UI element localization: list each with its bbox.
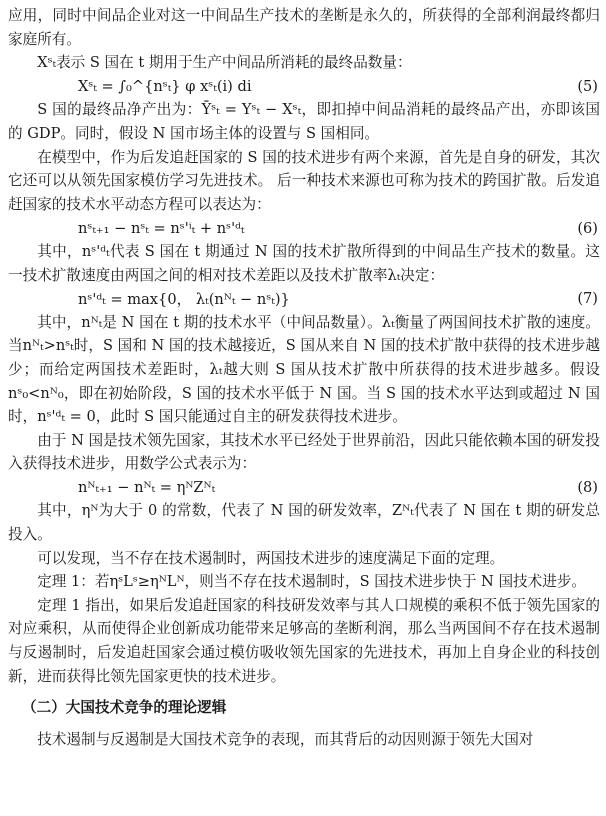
equation-5-number: (5)	[577, 78, 598, 96]
equation-6-body: nˢₜ₊₁ − nˢₜ = nˢ'ⁱₜ + nˢ'ᵈₜ	[78, 219, 245, 237]
section-heading: （二）大国技术竞争的理论逻辑	[22, 699, 227, 717]
equation-5	[8, 75, 600, 99]
paragraph-continuation: 应用，同时中间品企业对这一中间品生产技术的垄断是永久的，所获得的全部利润最终都归家庭所有。	[8, 7, 600, 48]
paper-page	[8, 4, 600, 752]
equation-5-body: Xˢₜ = ∫₀^{nˢₜ} φ xˢₜ(i) di	[78, 78, 252, 96]
equation-7-number: (7)	[577, 290, 598, 308]
paragraph-finding: 可以发现，当不存在技术遏制时，两国技术进步的速度满足下面的定理。	[37, 549, 505, 567]
equation-6-number: (6)	[577, 219, 598, 237]
equation-7	[8, 287, 600, 311]
equation-8-body: nᴺₜ₊₁ − nᴺₜ = ηᴺZᴺₜ	[78, 479, 216, 497]
paragraph-net-output: S 国的最终品净产出为：Ȳˢₜ = Yˢₜ − Xˢₜ，即扣掉中间品消耗的最终品产出，亦即该国的 GDP。同时，假设 N 国市场主体的设置与 S 国相同。	[8, 101, 600, 142]
equation-7-body: nˢ'ᵈₜ = max{0， λₜ(nᴺₜ − nˢₜ)}	[78, 291, 290, 309]
paragraph-theorem-explanation: 定理 1 指出，如果后发追赶国家的科技研发效率与其人口规模的乘积不低于领先国家的对应乘积，从而使得企业创新成功能带来足够高的垄断利润，那么当两国间不存在技术遏制与反遏制时，后发追赶国家会通过模仿吸收领先国家的先进技术，再加上自身企业的科技创新，进而获得比领先国家更快的技术进步。	[8, 596, 600, 685]
paragraph-section-start: 技术遏制与反遏制是大国技术竞争的表现，而其背后的动因则源于领先大国对	[37, 731, 534, 749]
paragraph-diffusion: 其中，nˢ'ᵈₜ代表 S 国在 t 期通过 N 国的技术扩散所得到的中间品生产技术的数量。这一技术扩散速度由两国之间的相对技术差距以及技术扩散率λₜ决定：	[8, 242, 600, 284]
paragraph-theorem-1: 定理 1：若ηˢLˢ≥ηᴺLᴺ，则当不存在技术遏制时，S 国技术进步快于 N 国技术进步。	[37, 573, 587, 591]
paragraph-rd-efficiency: 其中，ηᴺ为大于 0 的常数，代表了 N 国的研发效率，Zᴺₜ代表了 N 国在 t 期的研发总投入。	[8, 502, 600, 544]
paragraph-leader-rd: 由于 N 国是技术领先国家，其技术水平已经处于世界前沿，因此只能依赖本国的研发投入获得技术进步，用数学公式表示为：	[8, 431, 600, 473]
equation-8	[8, 476, 600, 500]
equation-6	[8, 216, 600, 240]
paragraph-tech-level: 其中，nᴺₜ是 N 国在 t 期的技术水平（中间品数量）。λₜ衡量了两国间技术扩散的速度。当nᴺₜ>nˢₜ时，S 国和 N 国的技术越接近，S 国从来自 N 国的技术扩散中获得的技术进步越少；而给定两国技术差距时，λₜ越大则 S 国从技术扩散中所获得的技术进步越多。假设nˢ₀<nᴺ₀，即在初始阶段，S 国的技术水平低于 N 国。当 S 国的技术水平达到或超过 N 国时，nˢ'ᵈₜ = 0，此时 S 国只能通过自主的研发获得技术进步。	[8, 313, 600, 426]
paragraph-intermediate-consumption: Xˢₜ表示 S 国在 t 期用于生产中间品所消耗的最终品数量：	[37, 54, 412, 72]
paragraph-tech-sources: 在模型中，作为后发追赶国家的 S 国的技术进步有两个来源，首先是自身的研发，其次它还可以从领先国家模仿学习先进技术。 后一种技术来源也可称为技术的跨国扩散。后发追赶国家的技术水平动态方程可以表达为：	[8, 148, 600, 213]
equation-8-number: (8)	[577, 479, 598, 497]
